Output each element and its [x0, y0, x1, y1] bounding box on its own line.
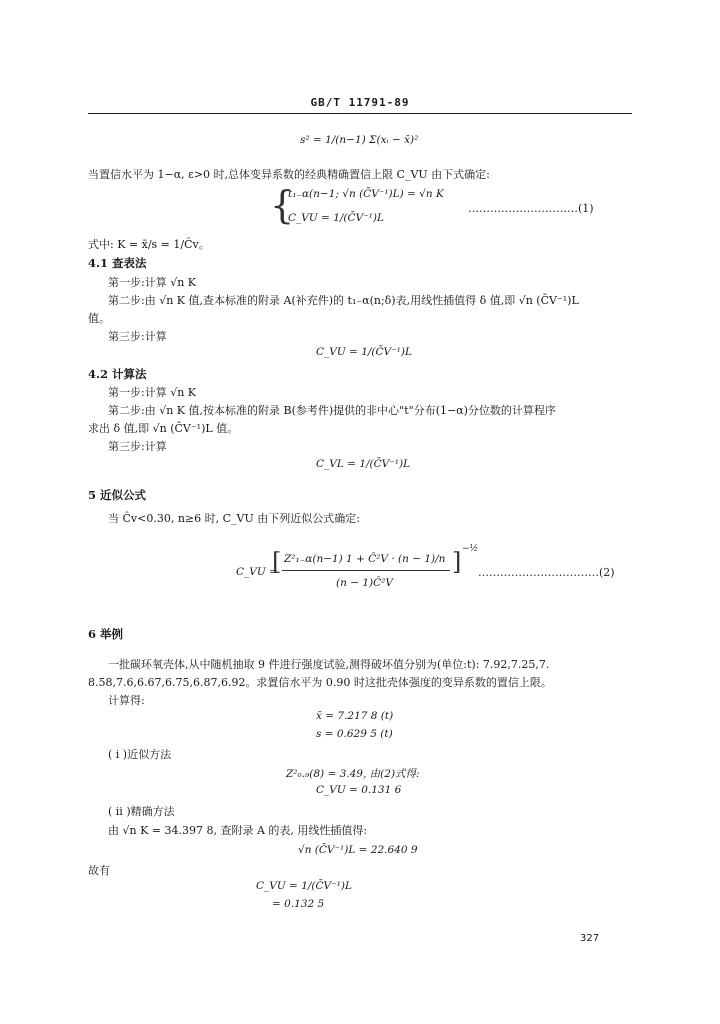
s6-delta: √n (C̄V⁻¹)L = 22.640 9 [298, 844, 418, 856]
standard-code-header: GB/T 11791-89 [310, 96, 410, 109]
s41-step1: 第一步:计算 √n K [108, 276, 197, 289]
header-rule [88, 113, 632, 114]
s6-lookup: 由 √n K = 34.397 8, 查附录 A 的表, 用线性插值得: [108, 824, 368, 837]
where-clause: 式中: K = x̄/s = 1/Ĉv。 [88, 238, 210, 251]
eq1-tag: …………………………(1) [468, 202, 594, 215]
confidence-intro-text: 当置信水平为 1−α, ε>0 时,总体变异系数的经典精确置信上限 C_VU 由下式确定: [88, 168, 490, 181]
section-6-heading: 6 举例 [88, 627, 124, 641]
eq2-numerator-a: Z²₁₋α(n−1) [284, 553, 343, 565]
s41-step3: 第三步:计算 [108, 330, 167, 343]
variance-formula: s² = 1/(n−1) Σ(xᵢ − x̄)² [300, 134, 419, 146]
s42-formula: C_VL = 1/(C̄V⁻¹)L [316, 458, 411, 470]
s6-sd: s = 0.629 5 (t) [316, 728, 393, 740]
s41-step2-cont: 值。 [88, 312, 110, 325]
eq2-numerator-b: 1 + Ĉ²V · (n − 1)/n [346, 553, 446, 565]
section-5-heading: 5 近似公式 [88, 488, 147, 502]
eq1-line2: C_VU = 1/(C̄V⁻¹)L [288, 212, 384, 224]
s6-method2-label: ( ii )精确方法 [108, 805, 175, 818]
page-number: 327 [580, 933, 600, 944]
s42-step1: 第一步:计算 √n K [108, 386, 197, 399]
s6-therefore: 故有 [88, 864, 110, 877]
eq2-denominator: (n − 1)Ĉ²V [336, 577, 393, 589]
eq2-fraction-bar [282, 570, 450, 571]
section-4-2-heading: 4.2 计算法 [88, 367, 147, 381]
s6-z-line: Z²₀.₉(8) = 3.49, 由(2)式得: [286, 768, 420, 780]
section-4-1-heading: 4.1 查表法 [88, 256, 147, 270]
s41-formula: C_VU = 1/(C̄V⁻¹)L [316, 346, 412, 358]
eq2-lhs: C_VU = [236, 566, 278, 578]
eq2-right-bracket: ] [452, 548, 462, 576]
s5-text: 当 Ĉv<0.30, n≥6 时, C_VU 由下列近似公式确定: [108, 512, 360, 525]
eq2-exponent: −½ [462, 544, 479, 554]
eq1-line1: t₁₋α(n−1; √n (C̄V⁻¹)L) = √n K [288, 188, 444, 200]
s6-cvu-exact-a: C_VU = 1/(C̄V⁻¹)L [256, 880, 352, 892]
equation-brace: { [270, 183, 295, 227]
s42-step2-cont: 求出 δ 值,即 √n (C̄V⁻¹)L 值。 [88, 422, 239, 435]
s6-calc-label: 计算得: [108, 694, 145, 707]
s6-para-line1: 一批碳环氧壳体,从中随机抽取 9 件进行强度试验,测得破坏值分别为(单位:t): 7.92,7.25,7. [108, 658, 550, 671]
s41-step2: 第二步:由 √n K 值,查本标准的附录 A(补充件)的 t₁₋α(n;δ)表,用线性插值得 δ 值,即 √n (C̄V⁻¹)L [108, 294, 579, 307]
s6-mean: x̄ = 7.217 8 (t) [316, 710, 394, 722]
s42-step2: 第二步:由 √n K 值,按本标准的附录 B(参考件)提供的非中心"t"分布(1−α)分位数的计算程序 [108, 404, 556, 417]
s6-method1-label: ( i )近似方法 [108, 748, 172, 761]
eq2-tag: ……………………………(2) [478, 566, 615, 579]
s6-para-line2: 8.58,7.6,6.67,6.75,6.87,6.92。求置信水平为 0.90 时这批壳体强度的变异系数的置信上限。 [88, 676, 552, 689]
s6-cvu-approx: C_VU = 0.131 6 [316, 784, 402, 796]
eq2-left-bracket: [ [272, 548, 282, 576]
s42-step3: 第三步:计算 [108, 440, 167, 453]
s6-cvu-exact-b: = 0.132 5 [272, 898, 325, 910]
